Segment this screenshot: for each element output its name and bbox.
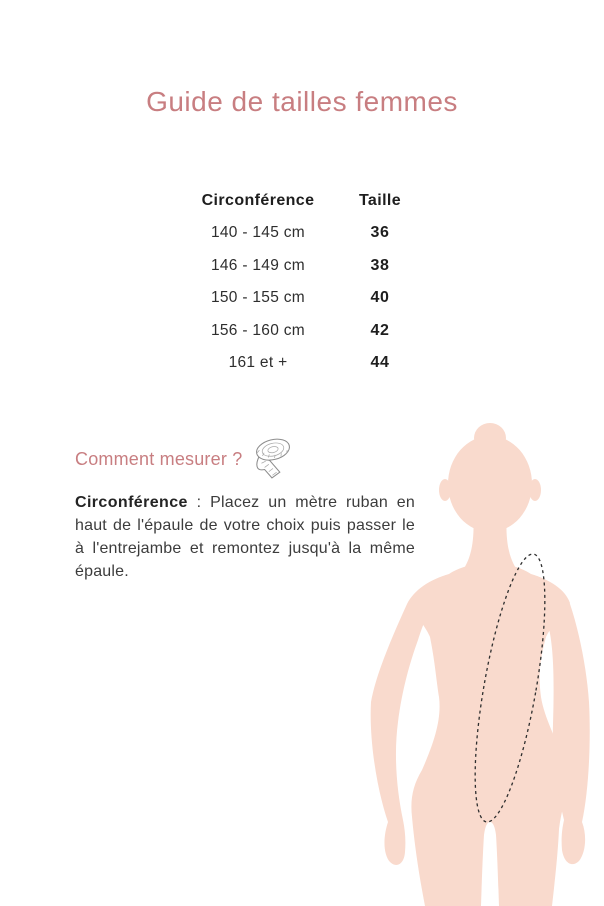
size-cell: 44: [370, 354, 390, 372]
size-cell: 42: [370, 321, 390, 339]
circumference-cell: 156 - 160 cm: [210, 321, 306, 339]
size-cell: 38: [370, 256, 390, 274]
measure-instructions: [75, 491, 415, 583]
size-cell: 40: [370, 289, 390, 307]
table-row: [178, 250, 422, 283]
instruction-label: Circonférence: [75, 494, 188, 511]
measure-heading: Comment mesurer ?: [75, 449, 243, 469]
circumference-cell: 150 - 155 cm: [210, 289, 306, 307]
column-header-circumference: Circonférence: [201, 191, 315, 209]
female-silhouette: [368, 422, 604, 906]
table-row: [178, 217, 422, 250]
table-row: [178, 315, 422, 348]
table-header-row: [178, 184, 422, 217]
circumference-cell: 146 - 149 cm: [210, 256, 306, 274]
table-row: [178, 347, 422, 380]
table-row: [178, 282, 422, 315]
silhouette-torso-legs: [410, 563, 570, 906]
circumference-cell: 140 - 145 cm: [210, 224, 306, 242]
instruction-text: : Placez un mètre ruban en haut de l'épaule de votre choix puis passer le à l'entrejambe et remontez jusqu'à la même épaule.: [75, 494, 415, 580]
circumference-cell: 161 et +: [228, 354, 288, 372]
page-title: Guide de tailles femmes: [146, 86, 458, 117]
column-header-size: Taille: [358, 191, 402, 209]
size-cell: 36: [370, 224, 390, 242]
size-table: [178, 184, 422, 380]
measuring-tape-icon: [252, 436, 294, 480]
